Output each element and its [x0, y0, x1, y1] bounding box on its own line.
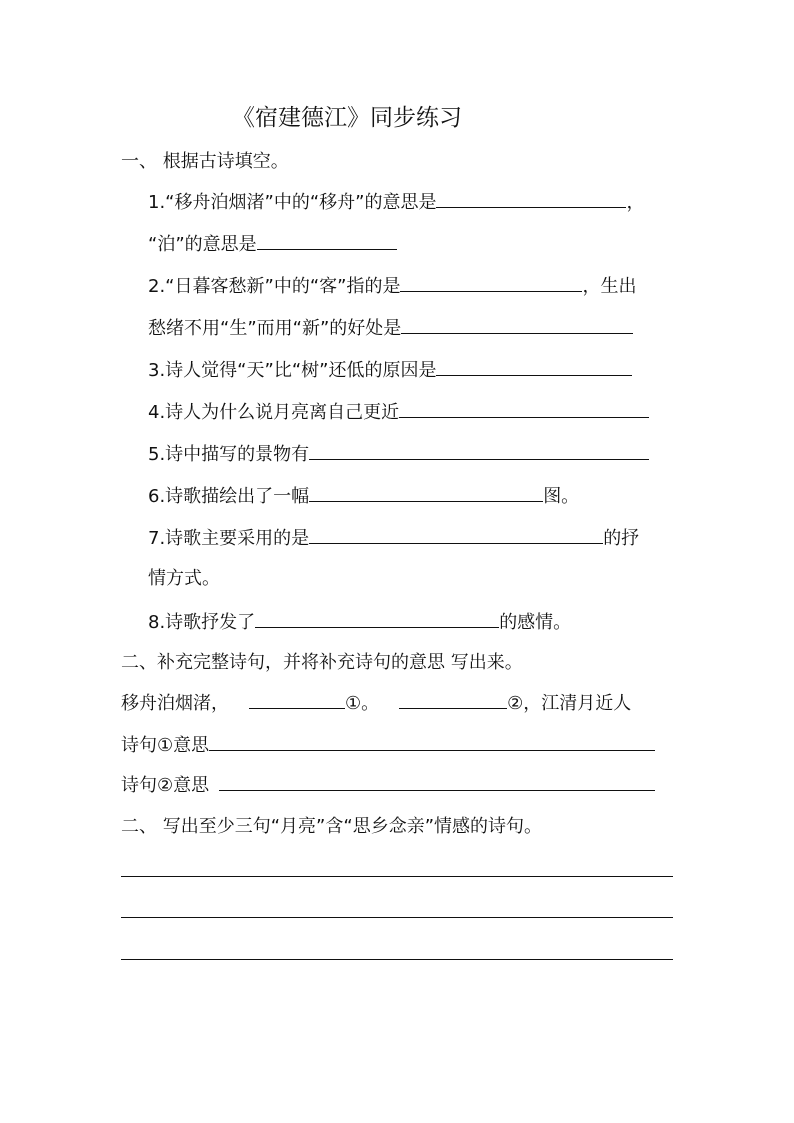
answer-blank-5[interactable]: [309, 441, 649, 460]
meaning-2: [121, 772, 655, 798]
poem-blank-2[interactable]: [399, 690, 507, 709]
answer-blank-2b[interactable]: [401, 315, 633, 334]
meaning-2-blank[interactable]: [219, 772, 655, 791]
question-2b: [148, 315, 633, 341]
question-4-text: 4.诗人为什么说月亮离自己更近: [148, 402, 400, 423]
question-5-text: 5.诗中描写的景物有: [148, 444, 310, 465]
question-6-end: 图。: [543, 486, 580, 507]
question-4: [148, 399, 649, 425]
answer-blank-3[interactable]: [436, 357, 632, 376]
answer-blank-8[interactable]: [255, 609, 499, 628]
question-7b: 情方式。: [148, 568, 220, 589]
answer-line-3[interactable]: [121, 959, 673, 960]
question-6-text: 6.诗歌描绘出了一幅: [148, 486, 310, 507]
question-1b: [148, 231, 397, 257]
meaning-1-label: 诗句①意思: [121, 735, 210, 756]
question-7a-end: 的抒: [603, 528, 640, 549]
question-2a-text: 2.“日暮客愁新”中的“客”指的是: [148, 276, 401, 297]
answer-line-2[interactable]: [121, 917, 673, 918]
section1-heading: 一、 根据古诗填空。: [121, 151, 289, 172]
page-title: 《宿建德江》同步练习: [232, 105, 462, 131]
answer-blank-1b[interactable]: [257, 231, 397, 250]
question-1a-end: ，: [626, 192, 645, 213]
question-8-text: 8.诗歌抒发了: [148, 612, 256, 633]
meaning-1-blank[interactable]: [209, 732, 655, 751]
question-2a: [148, 273, 636, 299]
question-8: [148, 609, 571, 635]
answer-blank-4[interactable]: [399, 399, 649, 418]
question-3: [148, 357, 632, 383]
question-1b-text: “泊”的意思是: [148, 234, 257, 255]
poem-blank-1[interactable]: [249, 690, 345, 709]
answer-blank-1a[interactable]: [436, 189, 626, 208]
poem-line: [121, 690, 631, 716]
poem-start: 移舟泊烟渚，: [121, 693, 229, 714]
question-6: [148, 483, 579, 509]
question-7a: [148, 525, 639, 551]
meaning-2-label: 诗句②意思: [121, 775, 210, 796]
answer-blank-7[interactable]: [309, 525, 603, 544]
answer-blank-2a[interactable]: [400, 273, 582, 292]
question-1a: [148, 189, 644, 215]
poem-mark-2: ②，江清月近人: [507, 693, 632, 714]
poem-mark-1: ①。: [345, 693, 380, 714]
question-5: [148, 441, 649, 467]
meaning-1: [121, 732, 655, 758]
question-2a-end: ，生出: [582, 276, 637, 297]
question-7a-text: 7.诗歌主要采用的是: [148, 528, 310, 549]
question-2b-text: 愁绪不用“生”而用“新”的好处是: [148, 318, 402, 339]
answer-blank-6[interactable]: [309, 483, 543, 502]
answer-line-1[interactable]: [121, 876, 673, 877]
question-1a-text: 1.“移舟泊烟渚”中的“移舟”的意思是: [148, 192, 437, 213]
question-3-text: 3.诗人觉得“天”比“树”还低的原因是: [148, 360, 437, 381]
question-8-end: 的感情。: [499, 612, 572, 633]
section2-heading: 二、补充完整诗句，并将补充诗句的意思 写出来。: [121, 652, 523, 673]
section3-heading: 二、 写出至少三句“月亮”含“思乡念亲”情感的诗句。: [121, 816, 543, 837]
